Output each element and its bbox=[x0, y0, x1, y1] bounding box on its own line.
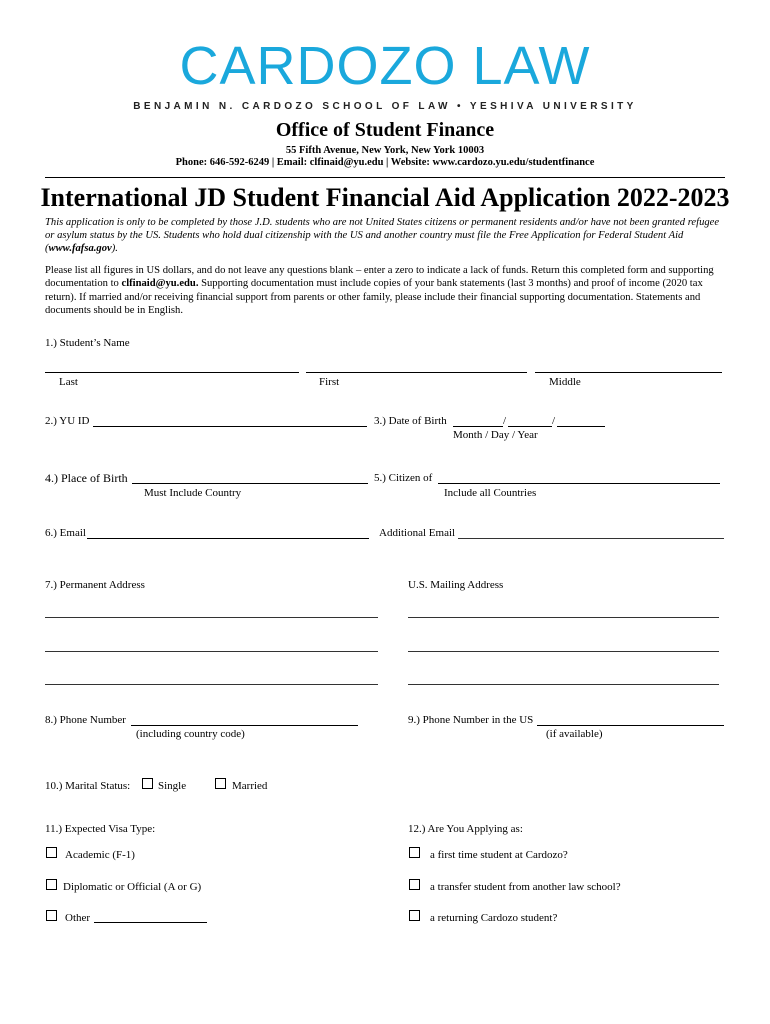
school-subtitle: BENJAMIN N. CARDOZO SCHOOL OF LAW • YESHIVA UNIVERSITY bbox=[133, 101, 637, 112]
dob-slash-1: / bbox=[503, 415, 507, 427]
first-name-field[interactable] bbox=[306, 372, 527, 373]
fafsa-link[interactable]: www.fafsa.gov bbox=[48, 243, 112, 254]
dob-slash-2: / bbox=[552, 415, 556, 427]
visa-academic-checkbox[interactable] bbox=[46, 847, 57, 858]
us-address-line-1[interactable] bbox=[408, 617, 719, 618]
q3-label: 3.) Date of Birth bbox=[374, 415, 447, 427]
us-mailing-label: U.S. Mailing Address bbox=[408, 579, 504, 591]
instructions-paragraph: Please list all figures in US dollars, and do not leave any questions blank – enter a zero to indicate a lack of funds. Return this completed form and supporting documentation to clfinaid@yu.edu. Supporting documentation must include copies of your bank statements (last 3 months) and proof of income (2020 tax return). If married and/or receiving financial support from parents or other family, please include their financial supporting documentation. Statements and documents should be in English. bbox=[45, 265, 714, 317]
married-label: Married bbox=[232, 780, 268, 792]
married-checkbox[interactable] bbox=[215, 778, 226, 789]
finaid-email[interactable]: clfinaid@yu.edu. bbox=[121, 278, 199, 290]
single-checkbox[interactable] bbox=[142, 778, 153, 789]
q8-label: 8.) Phone Number bbox=[45, 714, 126, 726]
additional-email-field[interactable] bbox=[458, 538, 724, 539]
us-address-line-3[interactable] bbox=[408, 684, 719, 685]
q7-label: 7.) Permanent Address bbox=[45, 579, 145, 591]
cardozo-law-logo: CARDOZO LAW bbox=[179, 36, 591, 96]
visa-academic-label: Academic (F-1) bbox=[65, 849, 135, 861]
permanent-address-line-2[interactable] bbox=[45, 651, 378, 652]
transfer-checkbox[interactable] bbox=[409, 879, 420, 890]
q1-label: 1.) Student’s Name bbox=[45, 337, 130, 349]
intro-paragraph: This application is only to be completed by those J.D. students who are not United States citizens or permanent residents and/or have not been granted refugee or asylum status by the US. Students who hold dual citizenship with the US and another country must file the Free Application for Federal Student Aid (www.fafsa.gov). bbox=[45, 217, 720, 254]
header-divider bbox=[45, 177, 725, 178]
visa-diplomatic-checkbox[interactable] bbox=[46, 879, 57, 890]
transfer-label: a transfer student from another law school? bbox=[430, 881, 621, 893]
single-label: Single bbox=[158, 780, 187, 792]
dob-day-field[interactable] bbox=[508, 426, 552, 427]
middle-label: Middle bbox=[549, 376, 581, 388]
first-time-checkbox[interactable] bbox=[409, 847, 420, 858]
office-contact: Phone: 646-592-6249 | Email: clfinaid@yu.edu | Website: www.cardozo.yu.edu/studentfinance bbox=[175, 157, 595, 168]
first-time-label: a first time student at Cardozo? bbox=[430, 849, 568, 861]
office-title: Office of Student Finance bbox=[275, 119, 495, 141]
us-address-line-2[interactable] bbox=[408, 651, 719, 652]
q5-label: 5.) Citizen of bbox=[374, 472, 433, 484]
visa-other-checkbox[interactable] bbox=[46, 910, 57, 921]
office-address: 55 Fifth Avenue, New York, New York 10003 bbox=[285, 145, 485, 156]
q4-sublabel: Must Include Country bbox=[144, 487, 242, 499]
q9-label: 9.) Phone Number in the US bbox=[408, 714, 534, 726]
q11-label: 11.) Expected Visa Type: bbox=[45, 823, 156, 835]
returning-checkbox[interactable] bbox=[409, 910, 420, 921]
email-field[interactable] bbox=[87, 538, 369, 539]
visa-other-label: Other bbox=[65, 912, 91, 924]
last-name-field[interactable] bbox=[45, 372, 299, 373]
yu-id-field[interactable] bbox=[93, 426, 367, 427]
first-label: First bbox=[319, 376, 340, 388]
q4-label: 4.) Place of Birth bbox=[45, 471, 128, 485]
q6-label: 6.) Email bbox=[45, 527, 86, 539]
visa-other-field[interactable] bbox=[94, 922, 207, 923]
q12-label: 12.) Are You Applying as: bbox=[408, 823, 523, 835]
q5-sublabel: Include all Countries bbox=[444, 487, 537, 499]
middle-name-field[interactable] bbox=[535, 372, 722, 373]
q10-label: 10.) Marital Status: bbox=[45, 780, 131, 792]
phone-field[interactable] bbox=[131, 725, 358, 726]
citizen-of-field[interactable] bbox=[438, 483, 720, 484]
place-of-birth-field[interactable] bbox=[132, 483, 368, 484]
dob-sublabel: Month / Day / Year bbox=[453, 429, 538, 441]
last-label: Last bbox=[59, 376, 78, 388]
dob-month-field[interactable] bbox=[453, 426, 503, 427]
permanent-address-line-1[interactable] bbox=[45, 617, 378, 618]
visa-diplomatic-label: Diplomatic or Official (A or G) bbox=[63, 881, 202, 893]
additional-email-label: Additional Email bbox=[379, 527, 456, 539]
q2-label: 2.) YU ID bbox=[45, 415, 90, 427]
q8-sublabel: (including country code) bbox=[136, 728, 245, 740]
q9-sublabel: (if available) bbox=[546, 728, 603, 740]
permanent-address-line-3[interactable] bbox=[45, 684, 378, 685]
us-phone-field[interactable] bbox=[537, 725, 724, 726]
returning-label: a returning Cardozo student? bbox=[430, 912, 558, 924]
form-title: International JD Student Financial Aid Application 2022-2023 bbox=[40, 183, 730, 212]
dob-year-field[interactable] bbox=[557, 426, 605, 427]
